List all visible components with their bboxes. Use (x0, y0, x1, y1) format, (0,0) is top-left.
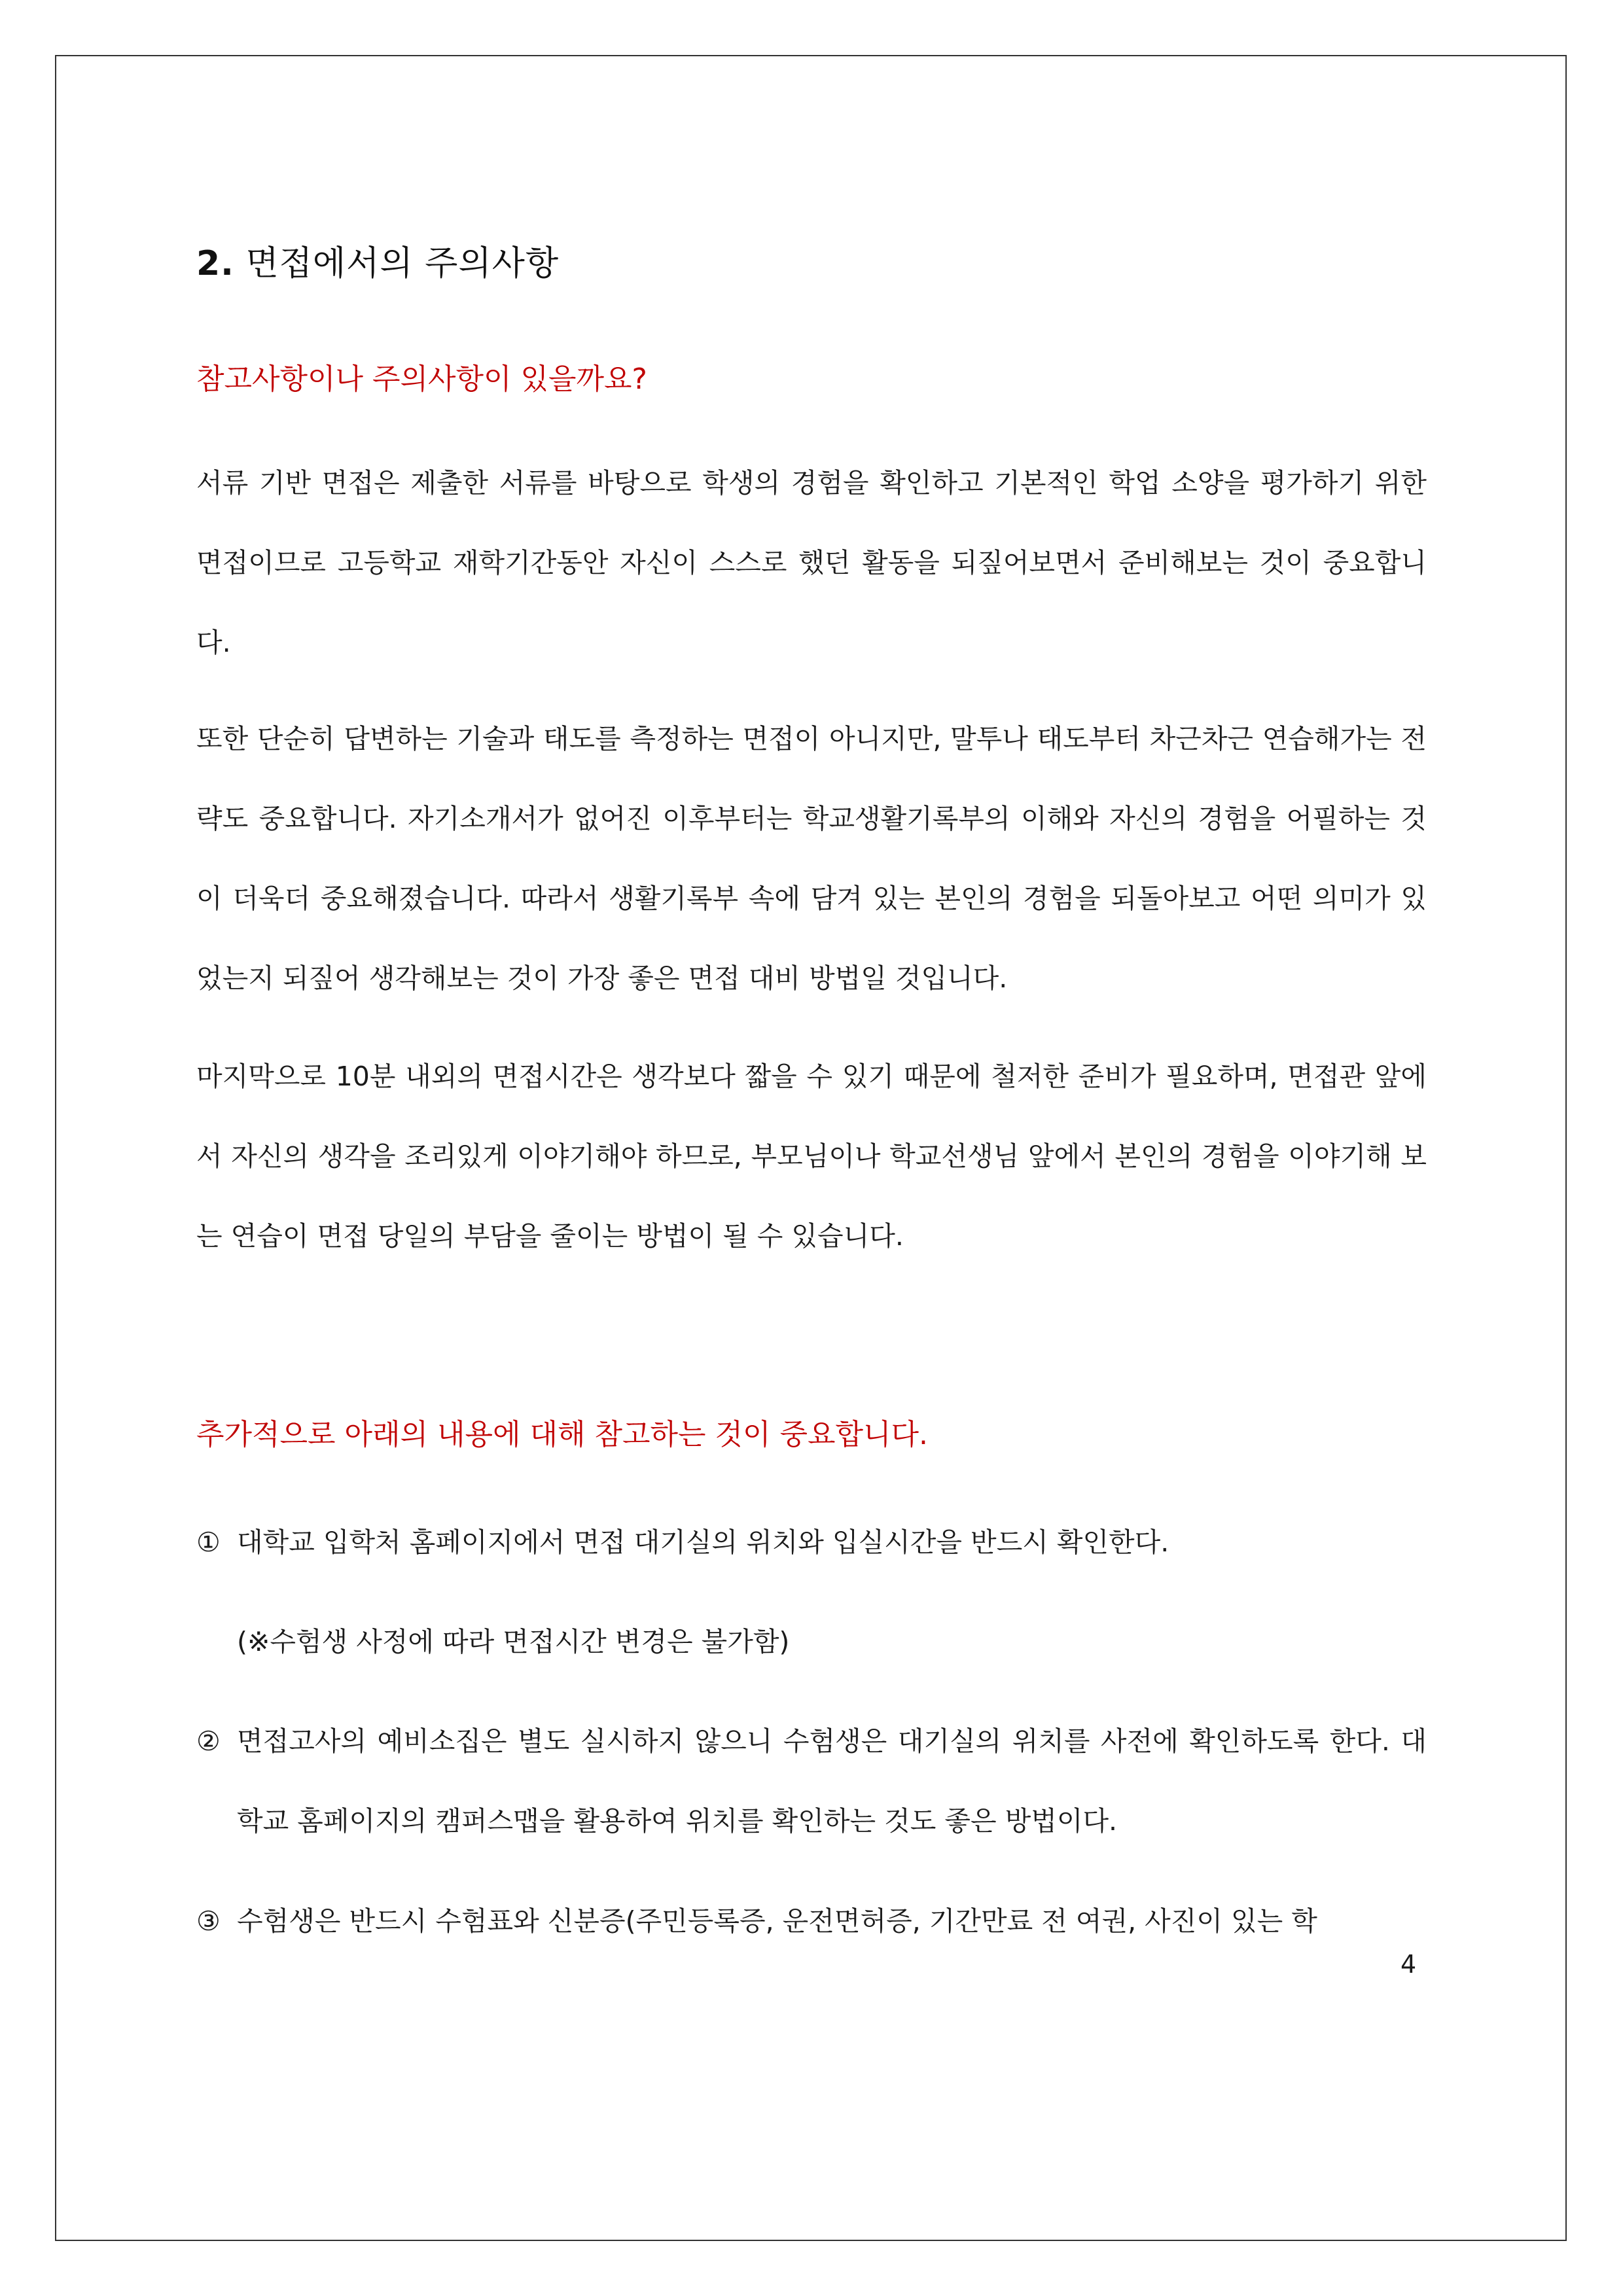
list-marker: ① (196, 1527, 221, 1558)
paragraph-document-interview: 서류 기반 면접은 제출한 서류를 바탕으로 학생의 경험을 확인하고 기본적인 학업 소양을 평가하기 위한 면접이므로 고등학교 재학기간동안 자신이 스스로 했던 활동을 되짚어보면서 준비해보는 것이 중요합니다. (196, 467, 1427, 658)
list-item (196, 1502, 1427, 1582)
list-marker: ③ (196, 1905, 221, 1937)
subheading-additional: 추가적으로 아래의 내용에 대해 참고하는 것이 중요합니다. (196, 1418, 928, 1451)
list-item (196, 1701, 1427, 1861)
subheading-notes: 참고사항이나 주의사항이 있을까요? (196, 362, 647, 396)
section-number: 2. (196, 244, 234, 283)
list-item-text: 대학교 입학처 홈페이지에서 면접 대기실의 위치와 입실시간을 반드시 확인한다. (237, 1527, 1169, 1558)
list-marker: ② (196, 1725, 221, 1757)
section-title-text: 면접에서의 주의사항 (245, 244, 560, 283)
paragraph-strategy: 또한 단순히 답변하는 기술과 태도를 측정하는 면접이 아니지만, 말투나 태도부터 차근차근 연습해가는 전략도 중요합니다. 자기소개서가 없어진 이후부터는 학교생활기록부의 이해와 자신의 경험을 어필하는 것이 더욱더 중요해졌습니다. 따라서 생활기록부 속에 담겨 있는 본인의 경험을 되돌아보고 어떤 의미가 있었는지 되짚어 생각해보는 것이 가장 좋은 면접 대비 방법일 것입니다. (196, 723, 1427, 994)
list-item-text: 수험생은 반드시 수험표와 신분증(주민등록증, 운전면허증, 기간만료 전 여권, 사진이 있는 학 (237, 1905, 1317, 1937)
list-item-text: 면접고사의 예비소집은 별도 실시하지 않으니 수험생은 대기실의 위치를 사전에 확인하도록 한다. 대학교 홈페이지의 캠퍼스맵을 활용하여 위치를 확인하는 것도 좋은 방법이다. (237, 1725, 1427, 1837)
section-title (196, 236, 559, 285)
list-item-note: (※수험생 사정에 따라 면접시간 변경은 불가함) (237, 1626, 790, 1657)
paragraph-final-advice: 마지막으로 10분 내외의 면접시간은 생각보다 짧을 수 있기 때문에 철저한 준비가 필요하며, 면접관 앞에서 자신의 생각을 조리있게 이야기해야 하므로, 부모님이나 학교선생님 앞에서 본인의 경험을 이야기해 보는 연습이 면접 당일의 부담을 줄이는 방법이 될 수 있습니다. (196, 1061, 1427, 1252)
page-number: 4 (1400, 1950, 1417, 1979)
list-item (196, 1881, 1427, 1961)
